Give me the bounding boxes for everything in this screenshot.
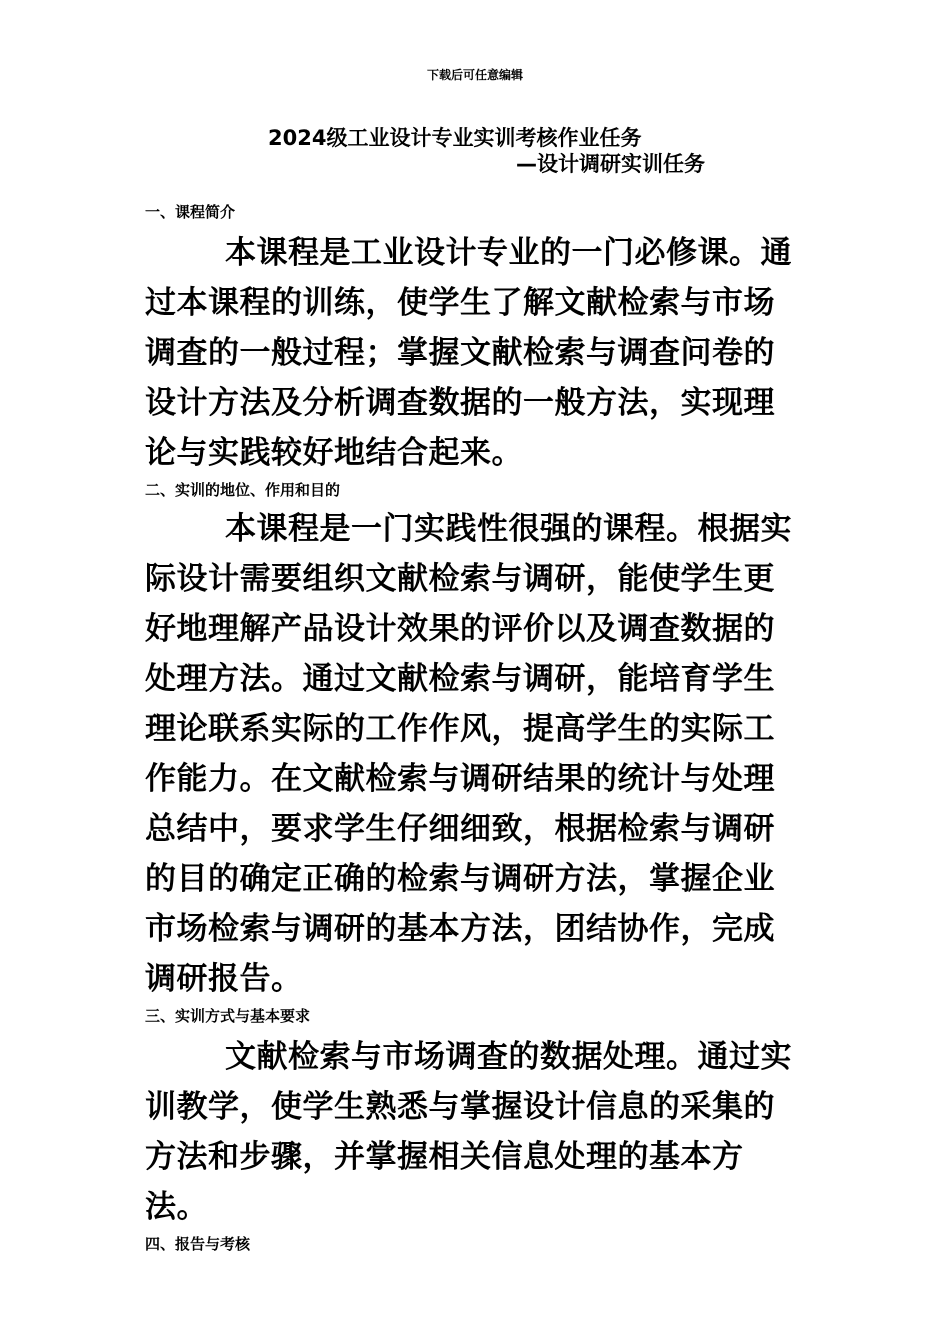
document-title: 2024级工业设计专业实训考核作业任务 [268, 126, 642, 150]
section-body-training-method: 文献检索与市场调查的数据处理。通过实训教学，使学生熟悉与掌握设计信息的采集的方法和步骤，并掌握相关信息处理的基本方法。 [145, 1039, 792, 1225]
section-body-course-intro: 本课程是工业设计专业的一门必修课。通过本课程的训练，使学生了解文献检索与市场调查的一般过程；掌握文献检索与调查问卷的设计方法及分析调查数据的一般方法，实现理论与实践较好地结合起来。 [145, 235, 792, 471]
section-heading-training-method: 三、实训方式与基本要求 [145, 1007, 311, 1025]
section-heading-report-assessment: 四、报告与考核 [145, 1235, 251, 1253]
section-heading-training-role: 二、实训的地位、作用和目的 [145, 481, 341, 499]
section-body-training-role: 本课程是一门实践性很强的课程。根据实际设计需要组织文献检索与调研，能使学生更好地理解产品设计效果的评价以及调查数据的处理方法。通过文献检索与调研，能培育学生理论联系实际的工作作风，提高学生的实际工作能力。在文献检索与调研结果的统计与处理总结中，要求学生仔细细致，根据检索与调研的目的确定正确的检索与调研方法，掌握企业市场检索与调研的基本方法，团结协作，完成调研报告。 [145, 511, 792, 997]
document-body [145, 200, 805, 1256]
header-note: 下载后可任意编辑 [426, 68, 523, 82]
document-subtitle: —设计调研实训任务 [516, 152, 705, 176]
section-heading-course-intro: 一、课程简介 [145, 203, 236, 221]
